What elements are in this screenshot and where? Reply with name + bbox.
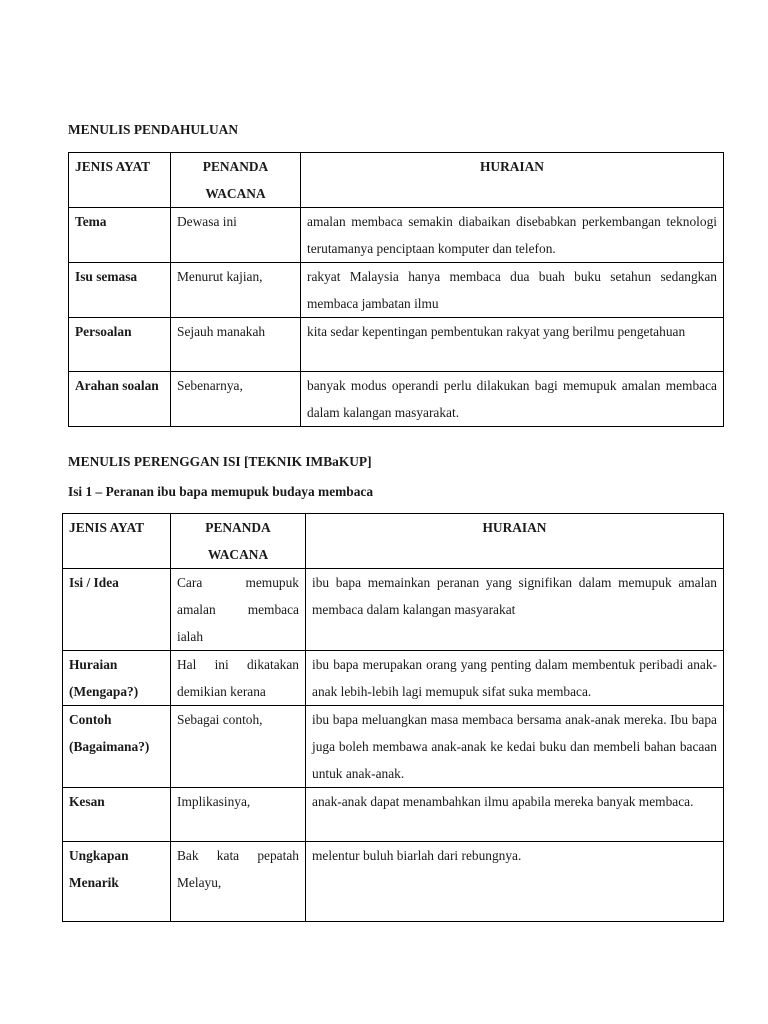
- cell-huraian: melentur buluh biarlah dari rebungnya.: [306, 842, 724, 922]
- cell-penanda: Sebenarnya,: [171, 372, 301, 427]
- section1-heading: MENULIS PENDAHULUAN: [68, 122, 238, 137]
- cell-jenis: Contoh (Bagaimana?): [63, 706, 171, 788]
- cell-huraian: amalan membaca semakin diabaikan disebabkan perkembangan teknologi terutamanya penciptaan komputer dan telefon.: [301, 208, 724, 263]
- cell-penanda: Implikasinya,: [171, 788, 306, 842]
- cell-jenis: Arahan soalan: [69, 372, 171, 427]
- cell-penanda: Sebagai contoh,: [171, 706, 306, 788]
- section2-heading: MENULIS PERENGGAN ISI [TEKNIK IMBaKUP]: [68, 454, 372, 469]
- cell-penanda: Bak kata pepatah Melayu,: [171, 842, 306, 922]
- table-row: [63, 788, 724, 842]
- cell-huraian: anak-anak dapat menambahkan ilmu apabila mereka banyak membaca.: [306, 788, 724, 842]
- cell-jenis: Isi / Idea: [63, 569, 171, 651]
- cell-jenis: Huraian (Mengapa?): [63, 651, 171, 706]
- col-header-huraian: HURAIAN: [306, 514, 724, 569]
- cell-jenis: Isu semasa: [69, 263, 171, 318]
- col-header-jenis-ayat: JENIS AYAT: [63, 514, 171, 569]
- col-header-penanda-wacana: PENANDA WACANA: [171, 153, 301, 208]
- table-row: [63, 569, 724, 651]
- table-row: [69, 263, 724, 318]
- cell-penanda: Dewasa ini: [171, 208, 301, 263]
- cell-penanda: Menurut kajian,: [171, 263, 301, 318]
- section2-subheading: Isi 1 – Peranan ibu bapa memupuk budaya membaca: [68, 484, 374, 499]
- table-row: [63, 706, 724, 788]
- col-header-jenis-ayat: JENIS AYAT: [69, 153, 171, 208]
- table-header-row: [63, 514, 724, 569]
- table-row: [63, 842, 724, 922]
- cell-huraian: banyak modus operandi perlu dilakukan bagi memupuk amalan membaca dalam kalangan masyarakat.: [301, 372, 724, 427]
- col-header-penanda-wacana: PENANDA WACANA: [171, 514, 306, 569]
- cell-jenis: Ungkapan Menarik: [63, 842, 171, 922]
- table-row: [69, 318, 724, 372]
- cell-jenis: Persoalan: [69, 318, 171, 372]
- table-header-row: [69, 153, 724, 208]
- table-row: [69, 372, 724, 427]
- table-row: [63, 651, 724, 706]
- pendahuluan-table: [68, 152, 724, 427]
- cell-huraian: kita sedar kepentingan pembentukan rakyat yang berilmu pengetahuan: [301, 318, 724, 372]
- isi-table: [62, 513, 724, 922]
- cell-jenis: Kesan: [63, 788, 171, 842]
- cell-jenis: Tema: [69, 208, 171, 263]
- cell-penanda: Cara memupuk amalan membaca ialah: [171, 569, 306, 651]
- cell-huraian: ibu bapa memainkan peranan yang signifikan dalam memupuk amalan membaca dalam kalangan masyarakat: [306, 569, 724, 651]
- cell-penanda: Hal ini dikatakan demikian kerana: [171, 651, 306, 706]
- col-header-huraian: HURAIAN: [301, 153, 724, 208]
- cell-huraian: ibu bapa meluangkan masa membaca bersama anak-anak mereka. Ibu bapa juga boleh membawa anak-anak ke kedai buku dan membeli bahan bacaan untuk anak-anak.: [306, 706, 724, 788]
- table-row: [69, 208, 724, 263]
- cell-huraian: ibu bapa merupakan orang yang penting dalam membentuk peribadi anak-anak lebih-lebih lagi memupuk sifat suka membaca.: [306, 651, 724, 706]
- cell-huraian: rakyat Malaysia hanya membaca dua buah buku setahun sedangkan membaca jambatan ilmu: [301, 263, 724, 318]
- cell-penanda: Sejauh manakah: [171, 318, 301, 372]
